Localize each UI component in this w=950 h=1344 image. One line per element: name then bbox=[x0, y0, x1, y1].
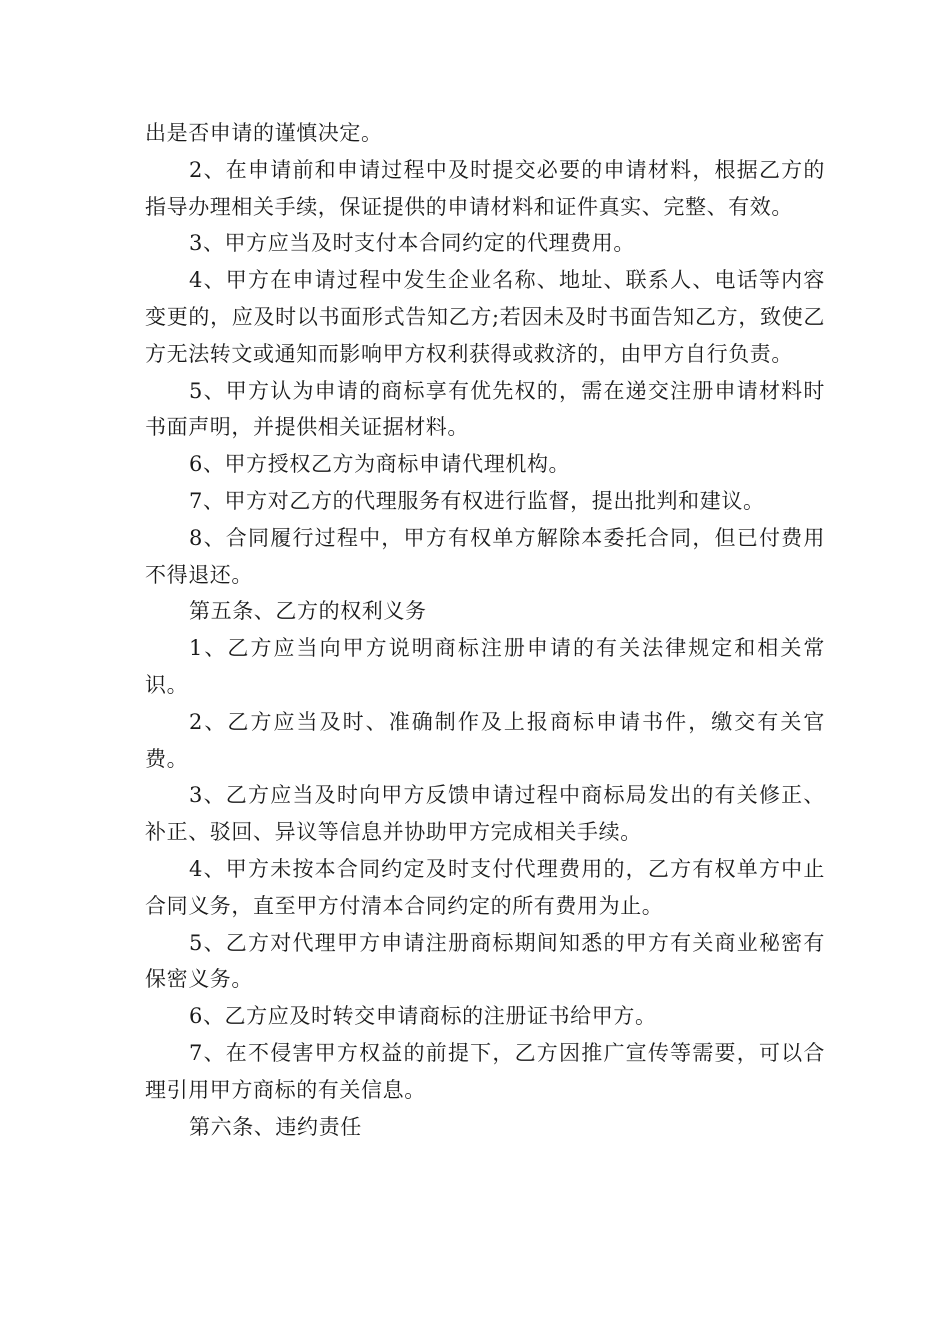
paragraph-party-b-item-2: 2、乙方应当及时、准确制作及上报商标申请书件，缴交有关官费。 bbox=[145, 709, 825, 771]
section-heading-article-6: 第六条、违约责任 bbox=[189, 1114, 362, 1139]
paragraph-party-a-item-5: 5、甲方认为申请的商标享有优先权的，需在递交注册申请材料时书面声明，并提供相关证据材料。 bbox=[145, 378, 825, 440]
paragraph-party-a-item-3: 3、甲方应当及时支付本合同约定的代理费用。 bbox=[189, 231, 635, 256]
paragraph-party-b-item-7: 7、在不侵害甲方权益的前提下，乙方因推广宣传等需要，可以合理引用甲方商标的有关信息。 bbox=[145, 1040, 825, 1102]
paragraph-party-a-item-7: 7、甲方对乙方的代理服务有权进行监督，提出批判和建议。 bbox=[189, 488, 765, 513]
paragraph-party-b-item-1: 1、乙方应当向甲方说明商标注册申请的有关法律规定和相关常识。 bbox=[145, 636, 825, 697]
paragraph-party-a-item-6: 6、甲方授权乙方为商标申请代理机构。 bbox=[189, 452, 571, 477]
paragraph-continuation: 出是否申请的谨慎决定。 bbox=[145, 121, 383, 145]
paragraph-party-b-item-3: 3、乙方应当及时向甲方反馈申请过程中商标局发出的有关修正、补正、驳回、异议等信息并协助甲方完成相关手续。 bbox=[145, 783, 825, 845]
paragraph-party-a-item-8: 8、合同履行过程中，甲方有权单方解除本委托合同，但已付费用不得退还。 bbox=[145, 525, 825, 587]
section-heading-article-5: 第五条、乙方的权利义务 bbox=[189, 599, 427, 624]
paragraph-party-a-item-2: 2、在申请前和申请过程中及时提交必要的申请材料，根据乙方的指导办理相关手续，保证提供的申请材料和证件真实、完整、有效。 bbox=[145, 157, 825, 219]
paragraph-party-b-item-6: 6、乙方应及时转交申请商标的注册证书给甲方。 bbox=[189, 1004, 657, 1029]
paragraph-party-b-item-5: 5、乙方对代理甲方申请注册商标期间知悉的甲方有关商业秘密有保密义务。 bbox=[145, 930, 825, 992]
paragraph-party-a-item-4: 4、甲方在申请过程中发生企业名称、地址、联系人、电话等内容变更的，应及时以书面形式告知乙方;若因未及时书面告知乙方，致使乙方无法转文或通知而影响甲方权利获得或救济的，由甲方自行负责。 bbox=[145, 268, 825, 366]
document-body bbox=[145, 115, 825, 1145]
paragraph-party-b-item-4: 4、甲方未按本合同约定及时支付代理费用的，乙方有权单方中止合同义务，直至甲方付清本合同约定的所有费用为止。 bbox=[145, 856, 825, 918]
